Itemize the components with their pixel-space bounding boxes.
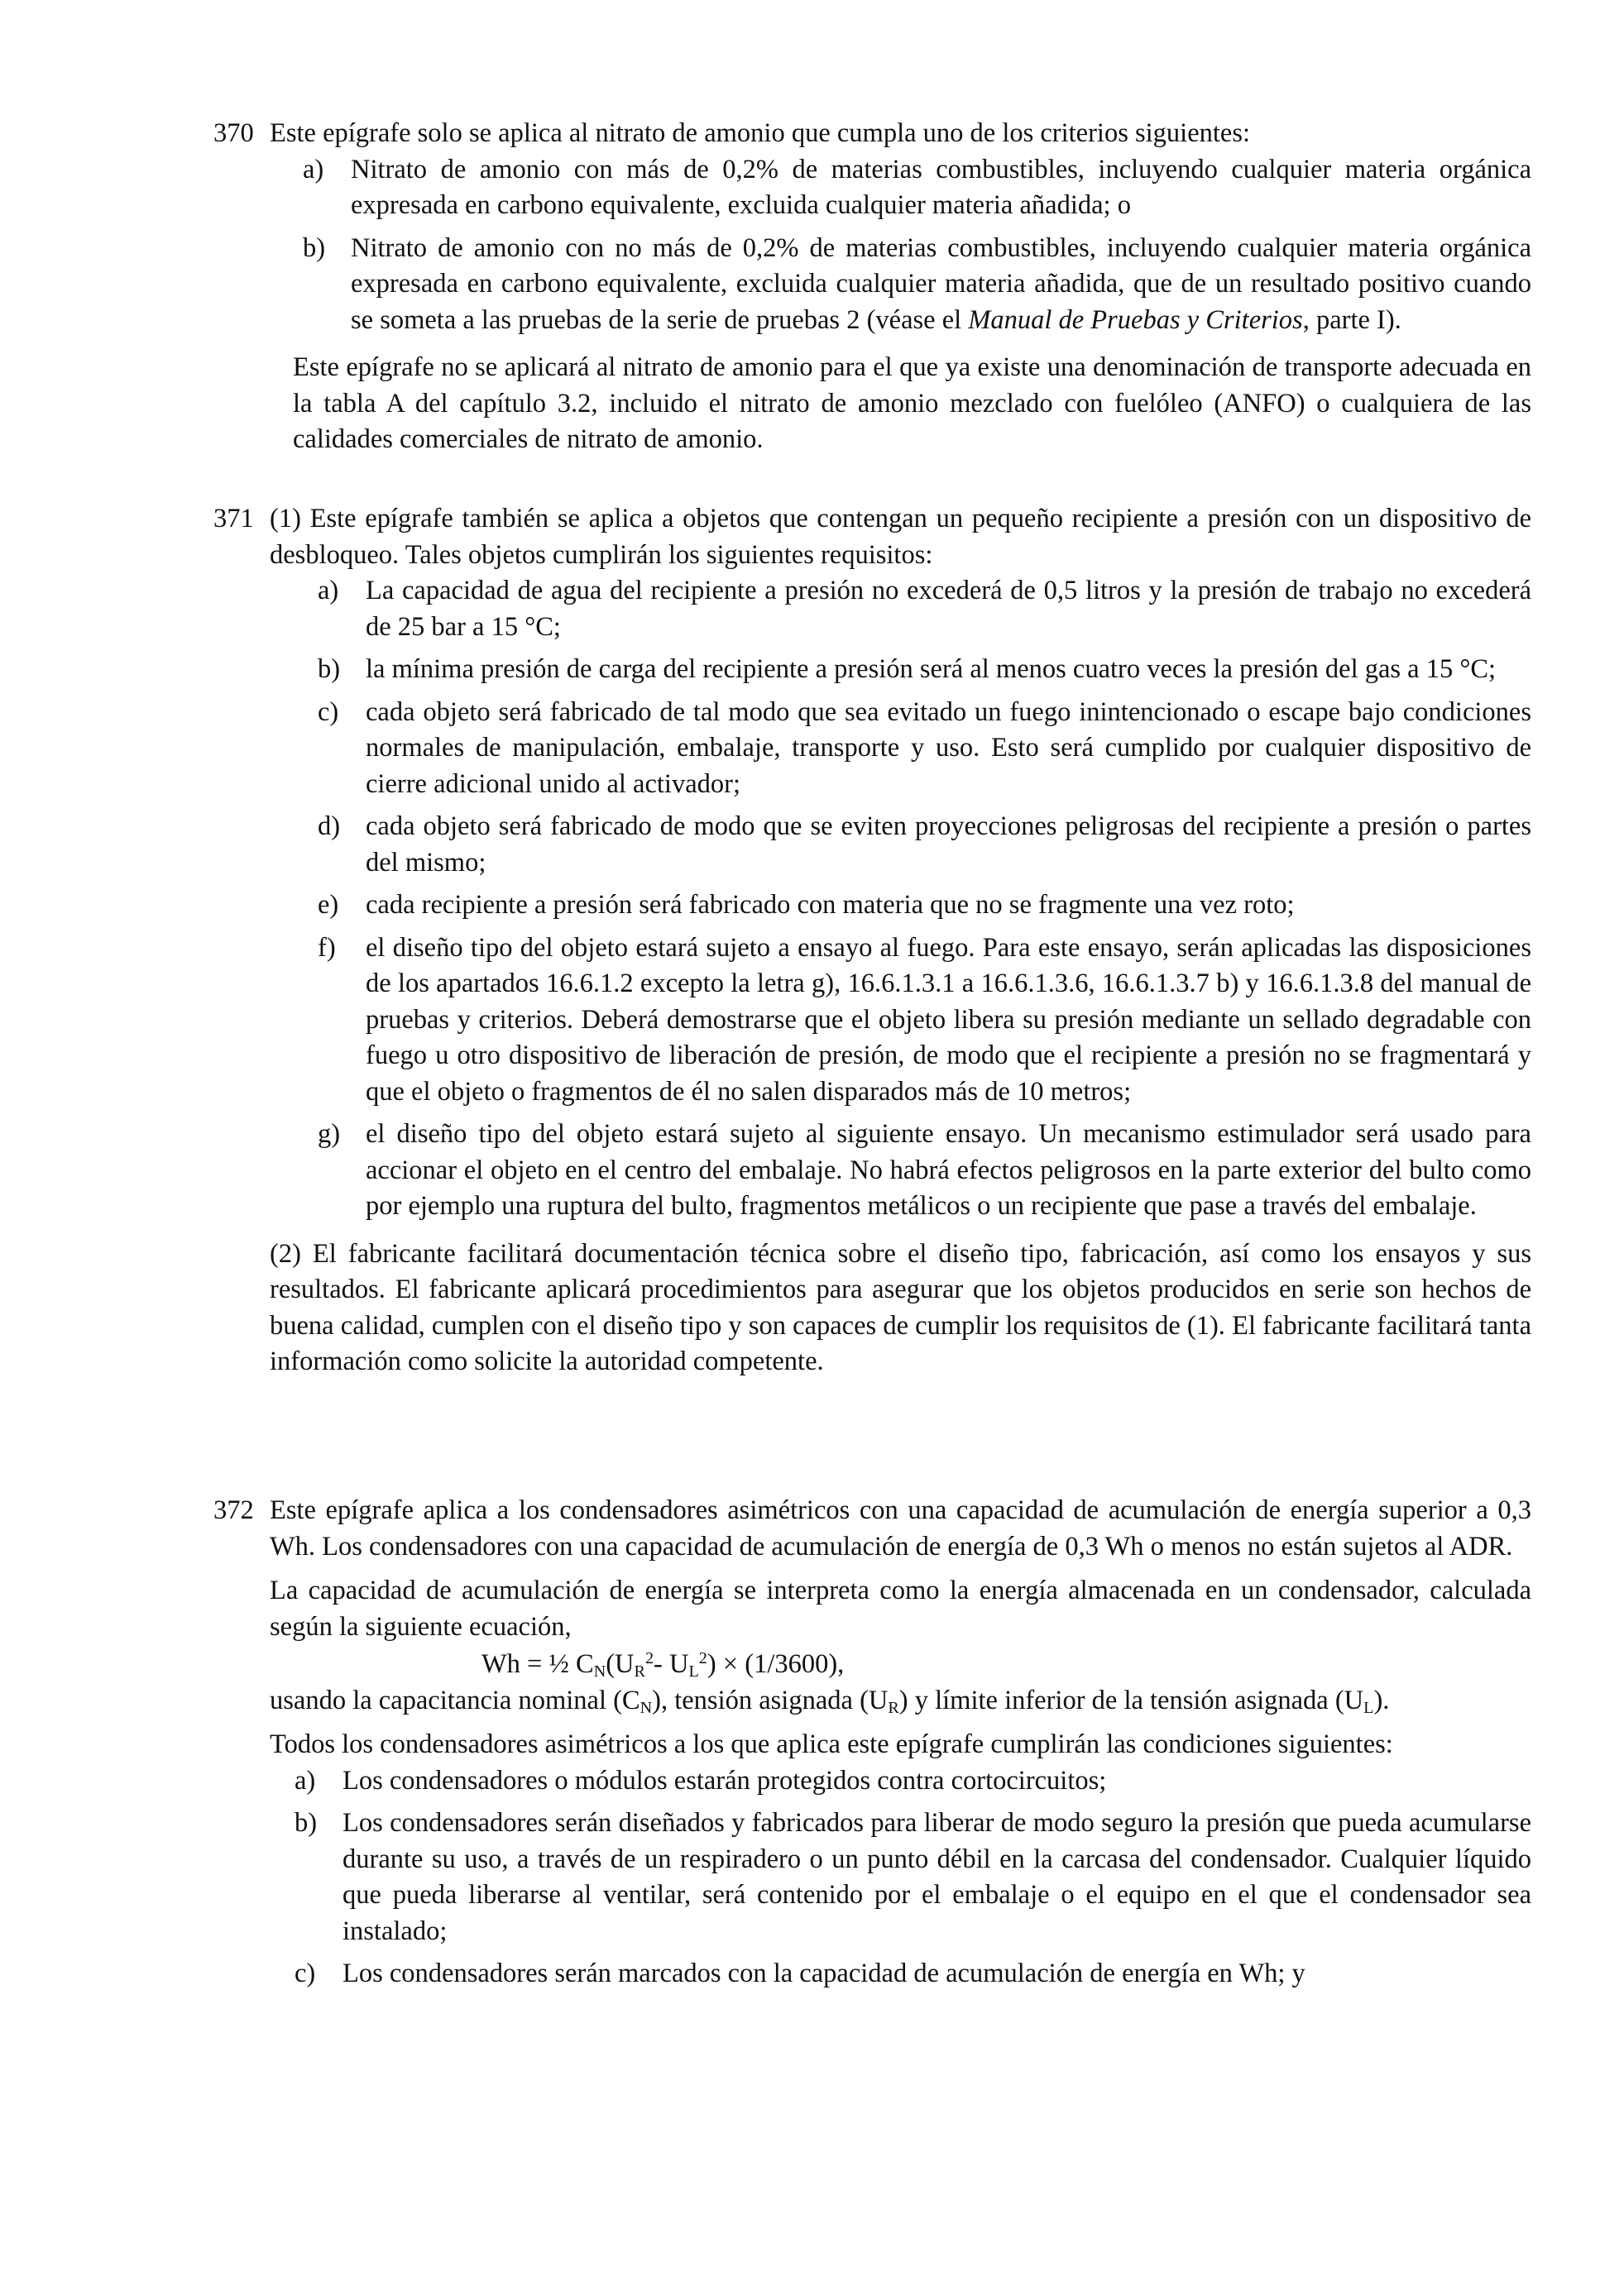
provision-intro: (1) Este epígrafe también se aplica a objetos que contengan un pequeño recipiente a presión con un dispositivo de desbloqueo. Tales objetos cumplirán los siguientes requisitos: bbox=[270, 504, 1531, 570]
item-text bbox=[351, 231, 1531, 339]
list-item bbox=[318, 573, 1531, 645]
list-item bbox=[318, 695, 1531, 803]
item-text: la mínima presión de carga del recipiente a presión será al menos cuatro veces la presión del gas a 15 °C; bbox=[366, 654, 1497, 684]
item-text: cada objeto será fabricado de tal modo que sea evitado un fuego inintencionado o escape bajo condiciones normales de manipulación, embalaje, transporte y uso. Esto será cumplido por cualquier dispositivo de cierre adicional unido al activador; bbox=[366, 696, 1531, 799]
provision-number: 370 bbox=[213, 118, 254, 148]
manual-title: Manual de Pruebas y Criterios bbox=[968, 304, 1303, 335]
equation-part: - U bbox=[654, 1649, 689, 1679]
item-label: b) bbox=[295, 1808, 318, 1838]
provision-intro: Este epígrafe solo se aplica al nitrato de amonio que cumpla uno de los criterios siguientes: bbox=[270, 118, 1250, 148]
provision-370 bbox=[213, 116, 1531, 458]
usage-subscript: R bbox=[888, 1698, 899, 1717]
equation-superscript: 2 bbox=[644, 1648, 654, 1667]
conditions-list bbox=[295, 1763, 1531, 1992]
list-item bbox=[303, 231, 1531, 339]
item-label: a) bbox=[303, 154, 324, 184]
item-text: Los condensadores o módulos estarán protegidos contra cortocircuitos; bbox=[343, 1765, 1107, 1796]
item-text: Los condensadores serán diseñados y fabricados para liberar de modo seguro la presión que pueda acumularse durante su uso, a través de un respiradero o un punto débil en la carcasa del condensador. Cualquier líquido que pueda liberarse al ventilar, será contenido por el embalaje o el equipo en el que el condensador sea instalado; bbox=[343, 1808, 1531, 1946]
item-label: c) bbox=[295, 1959, 316, 1988]
list-item bbox=[295, 1763, 1531, 1800]
equation-part: (U bbox=[606, 1649, 635, 1679]
list-item bbox=[318, 809, 1531, 881]
provision-intro: Este epígrafe aplica a los condensadores asimétricos con una capacidad de acumulación de energía superior a 0,3 Wh. Los condensadores con una capacidad de acumulación de energía de 0,3 Wh o menos no están sujetos al ADR. bbox=[270, 1495, 1531, 1562]
item-label: a) bbox=[295, 1765, 316, 1796]
energy-interpretation: La capacidad de acumulación de energía se interpreta como la energía almacenada en un condensador, calculada según la siguiente ecuación, bbox=[270, 1576, 1531, 1642]
equation-variables bbox=[270, 1683, 1531, 1720]
energy-equation bbox=[270, 1647, 1531, 1683]
list-item bbox=[303, 152, 1531, 224]
equation-subscript: R bbox=[634, 1662, 645, 1681]
equation-superscript: 2 bbox=[698, 1648, 707, 1667]
usage-subscript: L bbox=[1363, 1698, 1374, 1717]
item-label: g) bbox=[318, 1119, 341, 1149]
item-label: a) bbox=[318, 576, 339, 605]
usage-text: ) y límite inferior de la tensión asignada (U bbox=[898, 1685, 1364, 1715]
item-label: d) bbox=[318, 811, 341, 841]
item-label: b) bbox=[303, 232, 326, 263]
provision-exclusion: Este epígrafe no se aplicará al nitrato de amonio para el que ya existe una denominación de transporte adecuada en la tabla A del capítulo 3.2, incluido el nitrato de amonio mezclado con fuelóleo (ANFO) o cualquiera de las calidades comerciales de nitrato de amonio. bbox=[293, 352, 1531, 454]
usage-text: ), tensión asignada (U bbox=[652, 1685, 889, 1715]
criteria-list bbox=[303, 152, 1531, 339]
equation-subscript: L bbox=[688, 1662, 699, 1681]
item-text-part: Nitrato de amonio con no más de 0,2% de materias combustibles, incluyendo cualquier materia orgánica expresada en carbono equivalente, excluida cualquier materia añadida, que de un resultado positivo cuando se someta a las pruebas de la serie de pruebas 2 (véase el bbox=[351, 232, 1531, 335]
item-text-part: , parte I). bbox=[1302, 304, 1401, 335]
list-item bbox=[318, 1117, 1531, 1225]
item-label: b) bbox=[318, 654, 341, 684]
item-text: cada recipiente a presión será fabricado con materia que no se fragmente una vez roto; bbox=[366, 890, 1295, 920]
provision-number: 371 bbox=[213, 504, 254, 533]
usage-text: ). bbox=[1373, 1685, 1390, 1715]
usage-text: usando la capacitancia nominal (C bbox=[270, 1685, 640, 1715]
item-text: Nitrato de amonio con más de 0,2% de materias combustibles, incluyendo cualquier materia orgánica expresada en carbono equivalente, excluida cualquier materia añadida; o bbox=[351, 154, 1531, 220]
provision-372 bbox=[213, 1493, 1531, 1992]
list-item bbox=[318, 887, 1531, 924]
conditions-intro: Todos los condensadores asimétricos a los que aplica este epígrafe cumplirán las condiciones siguientes: bbox=[270, 1729, 1393, 1759]
list-item bbox=[295, 1806, 1531, 1949]
provision-paragraph-2: (2) El fabricante facilitará documentación técnica sobre el diseño tipo, fabricación, así como los ensayos y sus resultados. El fabricante aplicará procedimientos para asegurar que los objetos producidos en serie son hechos de buena calidad, cumplen con el diseño tipo y son capaces de cumplir los requisitos de (1). El fabricante facilitará tanta información como solicite la autoridad competente. bbox=[270, 1238, 1531, 1376]
item-label: c) bbox=[318, 696, 339, 727]
equation-part: Wh = ½ C bbox=[481, 1649, 594, 1679]
list-item bbox=[318, 930, 1531, 1111]
item-label: f) bbox=[318, 932, 336, 963]
item-label: e) bbox=[318, 890, 339, 920]
list-item bbox=[295, 1956, 1531, 1992]
item-text: cada objeto será fabricado de modo que se eviten proyecciones peligrosas del recipiente a presión o partes del mismo; bbox=[366, 811, 1531, 878]
provision-371 bbox=[213, 501, 1531, 1380]
requirements-list bbox=[318, 573, 1531, 1225]
list-item bbox=[318, 652, 1531, 688]
item-text: el diseño tipo del objeto estará sujeto al siguiente ensayo. Un mecanismo estimulador será usado para accionar el objeto en el centro del embalaje. No habrá efectos peligrosos en la parte exterior del bulto como por ejemplo una ruptura del bulto, fragmentos metálicos o un recipiente que pase a través del embalaje. bbox=[366, 1119, 1531, 1221]
usage-subscript: N bbox=[640, 1698, 653, 1717]
equation-subscript: N bbox=[593, 1662, 606, 1681]
item-text: La capacidad de agua del recipiente a presión no excederá de 0,5 litros y la presión de trabajo no excederá de 25 bar a 15 °C; bbox=[366, 576, 1531, 642]
item-text: Los condensadores serán marcados con la capacidad de acumulación de energía en Wh; y bbox=[343, 1959, 1305, 1988]
item-text: el diseño tipo del objeto estará sujeto a ensayo al fuego. Para este ensayo, serán aplicadas las disposiciones de los apartados 16.6.1.2 excepto la letra g), 16.6.1.3.1 a 16.6.1.3.6, 16.6.1.3.7 b) y 16.6.1.3.8 del manual de pruebas y criterios. Deberá demostrarse que el objeto libera su presión mediante un sellado degradable con fuego u otro dispositivo de liberación de presión, de modo que el recipiente a presión no se fragmentará y que el objeto o fragmentos de él no salen disparados más de 10 metros; bbox=[366, 932, 1531, 1107]
equation-part: ) × (1/3600), bbox=[707, 1649, 845, 1679]
provision-number: 372 bbox=[213, 1495, 254, 1525]
